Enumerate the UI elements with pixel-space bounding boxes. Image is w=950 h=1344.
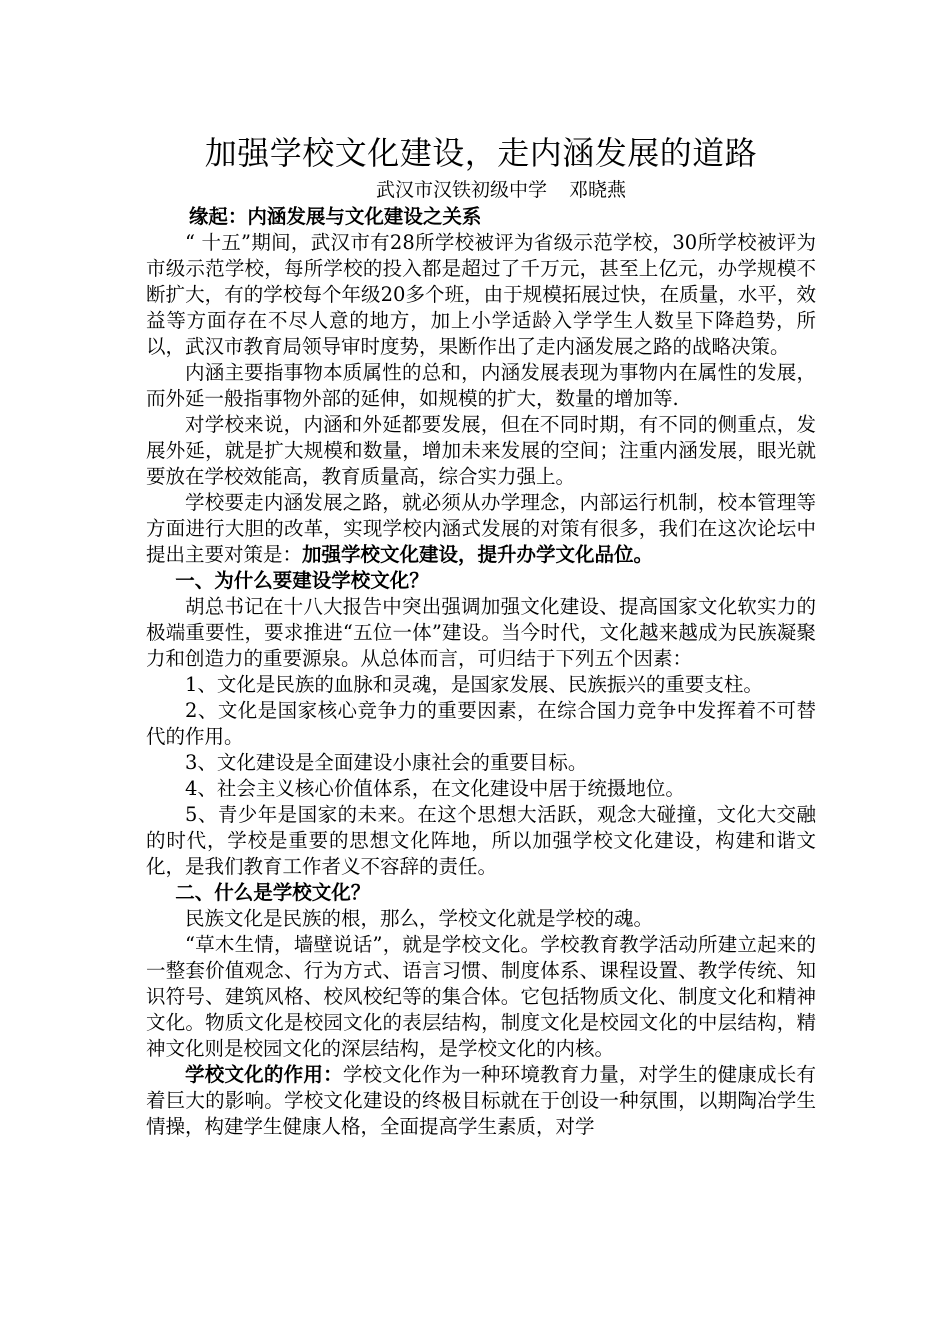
- list-item-5: 5、青少年是国家的未来。在这个思想大活跃，观念大碰撞，文化大交融的时代，学校是重要的思想文化阵地，所以加强学校文化建设，构建和谐文化，是我们教育工作者义不容辞的责任。: [146, 803, 816, 878]
- list-item-2: 2、文化是国家核心竞争力的重要因素，在综合国力竞争中发挥着不可替代的作用。: [146, 699, 816, 748]
- list-item-4: 4、社会主义核心价值体系，在文化建设中居于统摄地位。: [185, 777, 685, 800]
- paragraph-4-text: 学校要走内涵发展之路，就必须从办学理念，内部运行机制，校本管理等方面进行大胆的改革，实现学校内涵式发展的对策有很多，我们在这次论坛中提出主要对策是：: [146, 491, 816, 566]
- paragraph-4-emphasis: 加强学校文化建设，提升办学文化品位。: [302, 543, 654, 566]
- list-item-1: 1、文化是民族的血脉和灵魂，是国家发展、民族振兴的重要支柱。: [185, 673, 763, 696]
- paragraph-7: “草木生情，墙壁说话”，就是学校文化。学校教育教学活动所建立起来的一整套价值观念、行为方式、语言习惯、制度体系、课程设置、教学传统、知识符号、建筑风格、校风校纪等的集合体。它包括物质文化、制度文化和精神文化。物质文化是校园文化的表层结构，制度文化是校园文化的中层结构，精神文化则是校园文化的深层结构，是学校文化的内核。: [146, 933, 816, 1060]
- section-heading-1: 一、为什么要建设学校文化？: [175, 569, 429, 592]
- list-item-3: 3、文化建设是全面建设小康社会的重要目标。: [185, 751, 588, 774]
- author-school: 武汉市汉铁初级中学: [375, 179, 547, 201]
- paragraph-8-text: 学校文化作为一种环境教育力量，对学生的健康成长有着巨大的影响。学校文化建设的终极目标就在于创设一种氛围，以期陶冶学生情操，构建学生健康人格，全面提高学生素质，对学: [146, 1063, 816, 1138]
- paragraph-8-emphasis: 学校文化的作用：: [185, 1063, 343, 1086]
- author-line: [146, 176, 816, 204]
- section-heading-origin: 缘起：内涵发展与文化建设之关系: [188, 205, 482, 228]
- paragraph-5: 胡总书记在十八大报告中突出强调加强文化建设、提高国家文化软实力的极端重要性，要求推进“五位一体”建设。当今时代，文化越来越成为民族凝聚力和创造力的重要源泉。从总体而言，可归结于下列五个因素：: [146, 595, 816, 670]
- paragraph-1: “ 十五”期间，武汉市有28所学校被评为省级示范学校，30所学校被评为市级示范学校，每所学校的投入都是超过了千万元，甚至上亿元，办学规模不断扩大，有的学校每个年级20多个班，由于规模拓展过快，在质量，水平，效益等方面存在不尽人意的地方，加上小学适龄入学学生人数呈下降趋势，所以，武汉市教育局领导审时度势，果断作出了走内涵发展之路的战略决策。: [146, 231, 816, 358]
- author-name: 邓晓燕: [569, 179, 627, 201]
- document-title: 加强学校文化建设，走内涵发展的道路: [204, 134, 758, 172]
- paragraph-4: [146, 490, 816, 568]
- paragraph-3: 对学校来说，内涵和外延都要发展，但在不同时期，有不同的侧重点，发展外延，就是扩大规模和数量，增加未来发展的空间；注重内涵发展，眼光就要放在学校效能高，教育质量高，综合实力强上。: [146, 413, 816, 488]
- section-heading-2: 二、什么是学校文化？: [175, 881, 371, 904]
- paragraph-2: 内涵主要指事物本质属性的总和，内涵发展表现为事物内在属性的发展，而外延一般指事物外部的延伸，如规模的扩大，数量的增加等.: [146, 361, 816, 410]
- document-page: [146, 130, 816, 1140]
- paragraph-8: [146, 1062, 816, 1140]
- paragraph-6: 民族文化是民族的根，那么，学校文化就是学校的魂。: [185, 907, 654, 930]
